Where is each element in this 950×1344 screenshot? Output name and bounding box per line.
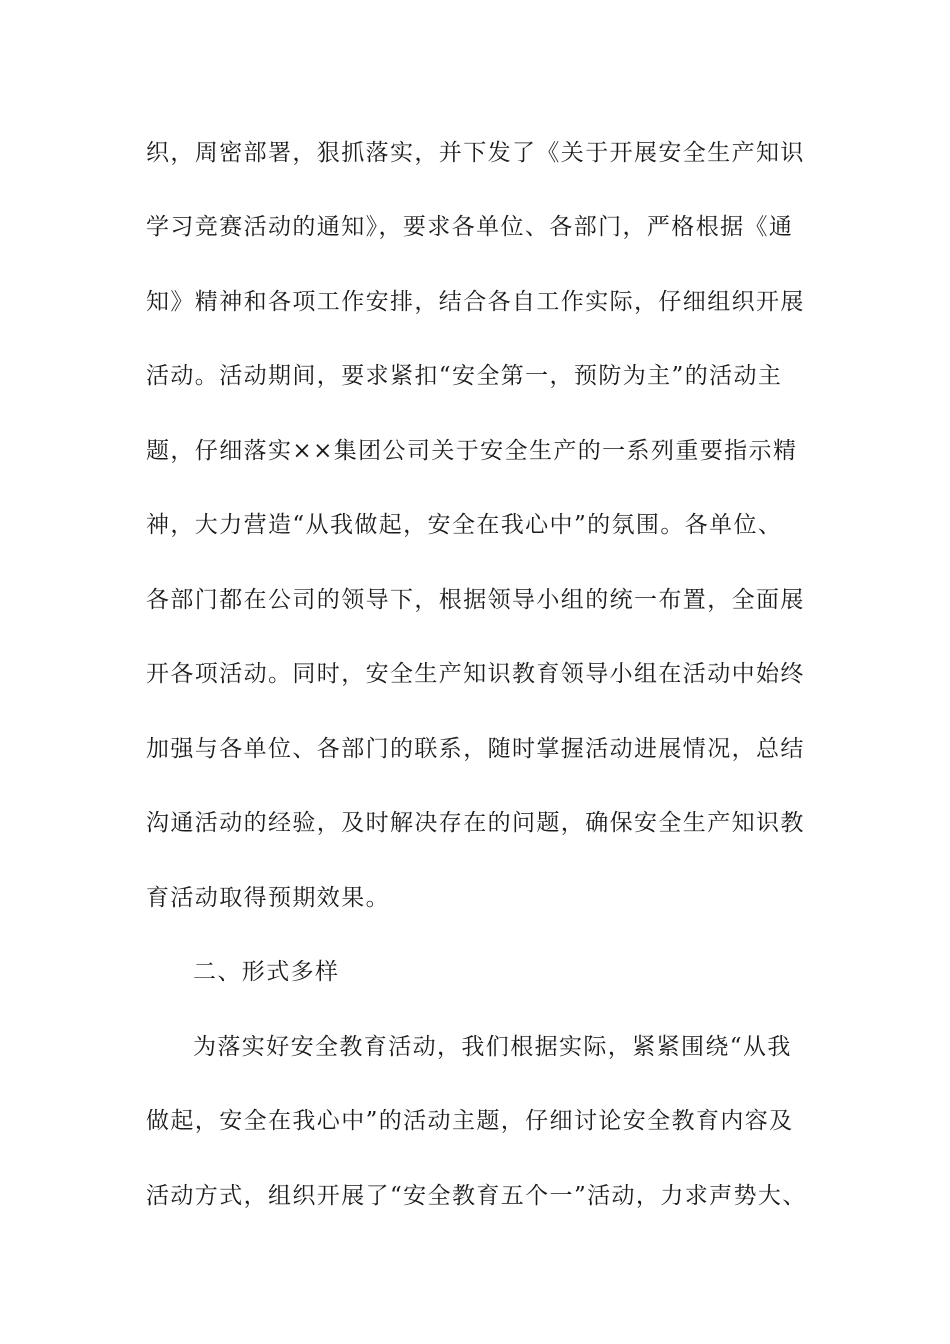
text-line: 神，大力营造“从我做起，安全在我心中”的氛围。各单位、 (146, 512, 783, 538)
text-line: 织，周密部署，狠抓落实，并下发了《关于开展安全生产知识 (146, 140, 805, 166)
text-line: 活动方式，组织开展了“安全教育五个一”活动，力求声势大、 (146, 1183, 807, 1209)
text-line: 学习竞赛活动的通知》，要求各单位、各部门，严格根据《通 (146, 214, 794, 240)
text-line: 知》精神和各项工作安排，结合各自工作实际，仔细组织开展 (146, 289, 805, 315)
text-line: 做起，安全在我心中”的活动主题，仔细讨论安全教育内容及 (146, 1108, 794, 1134)
section-heading: 二、形式多样 (193, 959, 340, 985)
text-line: 各部门都在公司的领导下，根据领导小组的统一布置，全面展 (146, 587, 805, 613)
text-line: 沟通活动的经验，及时解决存在的问题，确保安全生产知识教 (146, 810, 805, 836)
text-line: 开各项活动。同时，安全生产知识教育领导小组在活动中始终 (146, 661, 805, 687)
text-line: 加强与各单位、各部门的联系，随时掌握活动进展情况，总结 (146, 736, 805, 762)
text-line: 活动。活动期间，要求紧扣“安全第一，预防为主”的活动主 (146, 363, 783, 389)
text-line: 为落实好安全教育活动，我们根据实际，紧紧围绕“从我 (193, 1034, 792, 1060)
text-line: 育活动取得预期效果。 (146, 885, 390, 911)
text-line: 题，仔细落实××集团公司关于安全生产的一系列重要指示精 (146, 438, 798, 464)
